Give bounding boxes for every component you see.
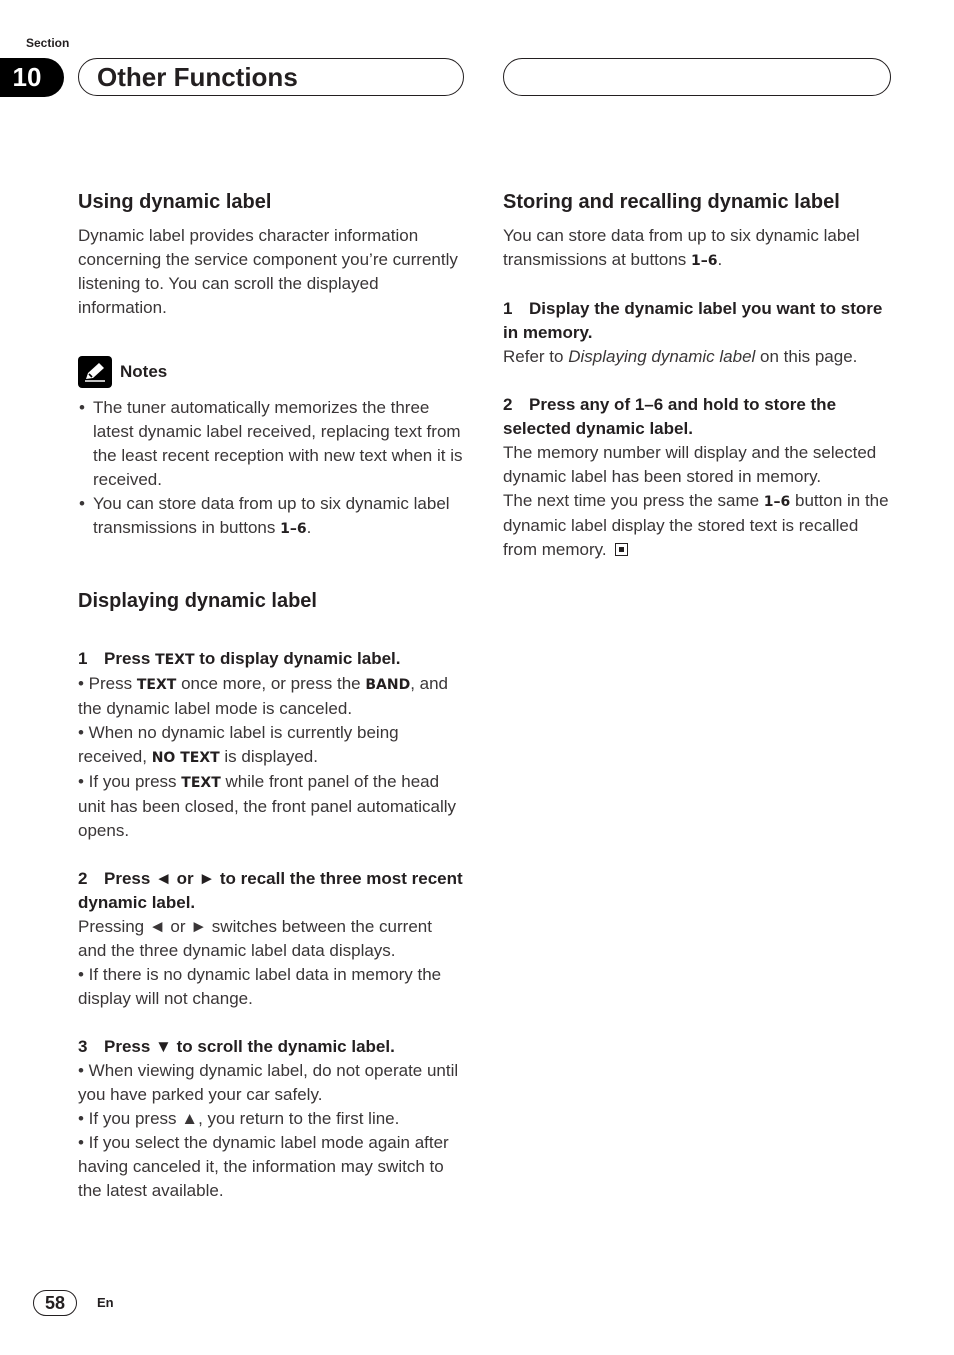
page-number: 58 [33, 1290, 77, 1316]
section-label: Section [26, 36, 70, 50]
notes-pencil-icon [78, 356, 112, 388]
step-3-bullet: • When viewing dynamic label, do not operate until you have parked your car safely. [78, 1061, 459, 1104]
step-1-bullet: • Press TEXT once more, or press the BAND, and the dynamic label mode is canceled. [78, 674, 448, 718]
end-of-section-icon [615, 543, 628, 556]
notes-label: Notes [120, 362, 168, 381]
right-column [503, 188, 893, 562]
store-step-2: 2 Press any of 1–6 and hold to store the selected dynamic label. [503, 395, 837, 438]
step-1: 1 Press TEXT to display dynamic label. [78, 649, 401, 668]
chapter-title: Other Functions [97, 62, 298, 92]
language-label: En [97, 1295, 114, 1310]
step-2-bullet: • If there is no dynamic label data in memory the display will not change. [78, 965, 442, 1008]
chapter-title-box [78, 58, 464, 96]
notes-header [78, 356, 464, 388]
step-1-bullet: • When no dynamic label is currently being received, NO TEXT is displayed. [78, 723, 399, 766]
using-heading: Using dynamic label [78, 191, 272, 213]
step-2: 2 Press ◄ or ► to recall the three most recent dynamic label. [78, 869, 463, 912]
using-body: Dynamic label provides character information concerning the service component you’re currently listening to. You can scroll the displayed information. [78, 226, 458, 317]
step-3-bullet: • If you press ▲, you return to the first line. [78, 1109, 400, 1128]
right-header-box [503, 58, 891, 96]
store-step-2-body: The memory number will display and the selected dynamic label has been stored in memory. [503, 443, 877, 486]
step-2-body: Pressing ◄ or ► switches between the current and the three dynamic label data displays. [78, 917, 432, 960]
step-3-bullet: • If you select the dynamic label mode again after having canceled it, the information may switch to the latest available. [78, 1133, 449, 1200]
store-step-2-next: The next time you press the same 1–6 button in the dynamic label display the stored text is recalled from memory. [503, 491, 889, 559]
note-item: • You can store data from up to six dynamic label transmissions in buttons 1–6. [78, 492, 464, 541]
section-number-badge: 10 [0, 58, 64, 97]
note-item: • The tuner automatically memorizes the three latest dynamic label received, replacing text from the least recent reception with new text when it is received. [78, 396, 464, 492]
store-step-1-body: Refer to Displaying dynamic label on this page. [503, 347, 858, 366]
storing-intro: You can store data from up to six dynamic label transmissions at buttons 1–6. [503, 226, 860, 269]
storing-heading: Storing and recalling dynamic label [503, 191, 840, 213]
step-3: 3 Press ▼ to scroll the dynamic label. [78, 1037, 395, 1056]
left-column [78, 188, 464, 1203]
notes-list [78, 396, 464, 541]
store-step-1: 1 Display the dynamic label you want to store in memory. [503, 299, 883, 342]
step-1-bullet: • If you press TEXT while front panel of the head unit has been closed, the front panel automatically opens. [78, 772, 457, 840]
displaying-heading: Displaying dynamic label [78, 590, 317, 612]
